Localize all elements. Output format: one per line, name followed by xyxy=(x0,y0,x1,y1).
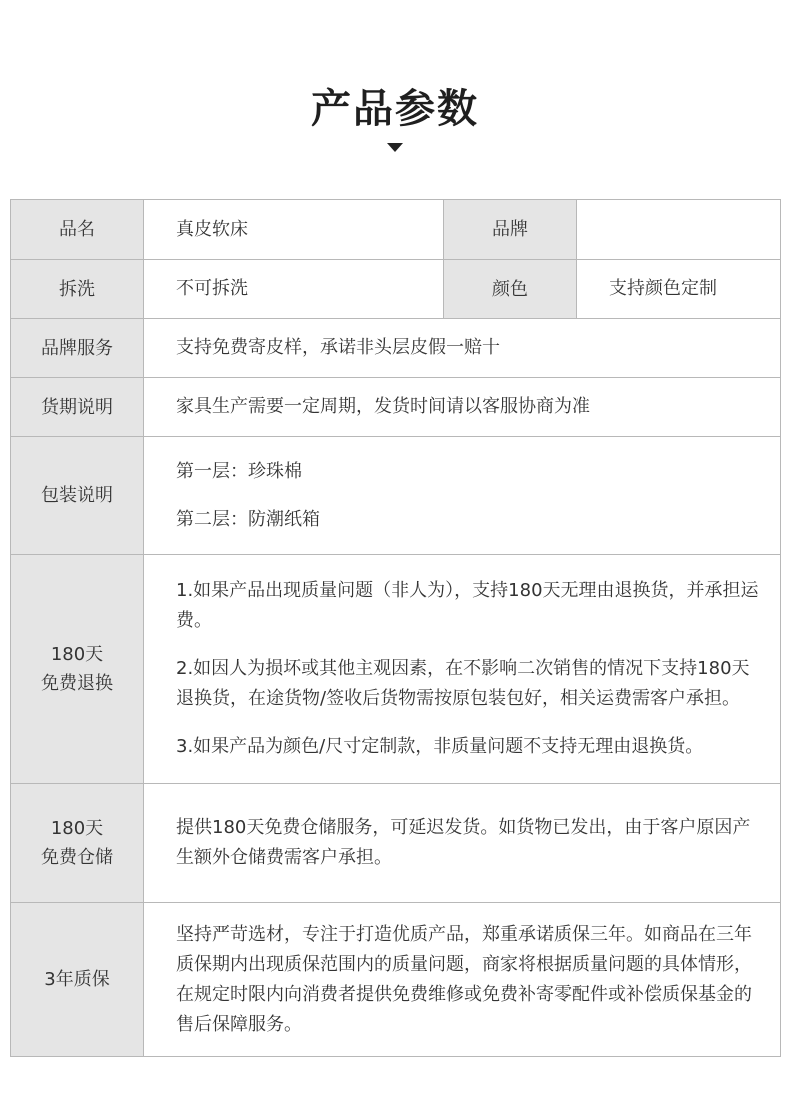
package-layer-2: 第二层：防潮纸箱 xyxy=(176,508,320,530)
brand-service-value: 支持免费寄皮样，承诺非头层皮假一赔十 xyxy=(144,319,781,378)
return-label xyxy=(11,555,144,784)
brand-value xyxy=(577,200,781,260)
page-title: 产品参数 xyxy=(311,86,479,132)
return-label-line-1: 180天 xyxy=(50,644,104,665)
warranty-value: 坚持严苛选材，专注于打造优质产品，郑重承诺质保三年。如商品在三年质保期内出现质保范围内的质量问题，商家将根据质量问题的具体情形，在规定时限内向消费者提供免费维修或免费补寄零配件或补偿质保基金的售后保障服务。 xyxy=(144,903,781,1057)
package-layer-1: 第一层：珍珠棉 xyxy=(176,460,302,482)
storage-label-line-1: 180天 xyxy=(50,818,104,839)
table-row xyxy=(11,555,781,784)
warranty-label: 3年质保 xyxy=(11,903,144,1057)
chevron-down-icon xyxy=(387,143,403,152)
brand-label: 品牌 xyxy=(444,200,577,260)
storage-label-line-2: 免费仓储 xyxy=(41,847,113,868)
spec-table xyxy=(10,199,781,1057)
wash-value: 不可拆洗 xyxy=(144,260,444,319)
package-value xyxy=(144,437,781,555)
return-item-2: 2.如因人为损坏或其他主观因素，在不影响二次销售的情况下支持180天退换货，在途货物/签收后货物需按原包装包好，相关运费需客户承担。 xyxy=(176,658,750,709)
color-value: 支持颜色定制 xyxy=(577,260,781,319)
table-row xyxy=(11,200,781,260)
return-item-3: 3.如果产品为颜色/尺寸定制款，非质量问题不支持无理由退换货。 xyxy=(176,736,704,757)
wash-label: 拆洗 xyxy=(11,260,144,319)
delivery-value: 家具生产需要一定周期，发货时间请以客服协商为准 xyxy=(144,378,781,437)
return-item-1: 1.如果产品出现质量问题（非人为），支持180天无理由退换货，并承担运费。 xyxy=(176,580,759,631)
color-label: 颜色 xyxy=(444,260,577,319)
table-row xyxy=(11,437,781,555)
package-label: 包装说明 xyxy=(11,437,144,555)
name-label: 品名 xyxy=(11,200,144,260)
storage-value: 提供180天免费仓储服务，可延迟发货。如货物已发出，由于客户原因产生额外仓储费需客户承担。 xyxy=(144,784,781,903)
return-label-line-2: 免费退换 xyxy=(41,673,113,694)
storage-label xyxy=(11,784,144,903)
table-row xyxy=(11,319,781,378)
table-row xyxy=(11,903,781,1057)
name-value: 真皮软床 xyxy=(144,200,444,260)
return-value xyxy=(144,555,781,784)
delivery-label: 货期说明 xyxy=(11,378,144,437)
brand-service-label: 品牌服务 xyxy=(11,319,144,378)
table-row xyxy=(11,260,781,319)
table-row xyxy=(11,378,781,437)
table-row xyxy=(11,784,781,903)
